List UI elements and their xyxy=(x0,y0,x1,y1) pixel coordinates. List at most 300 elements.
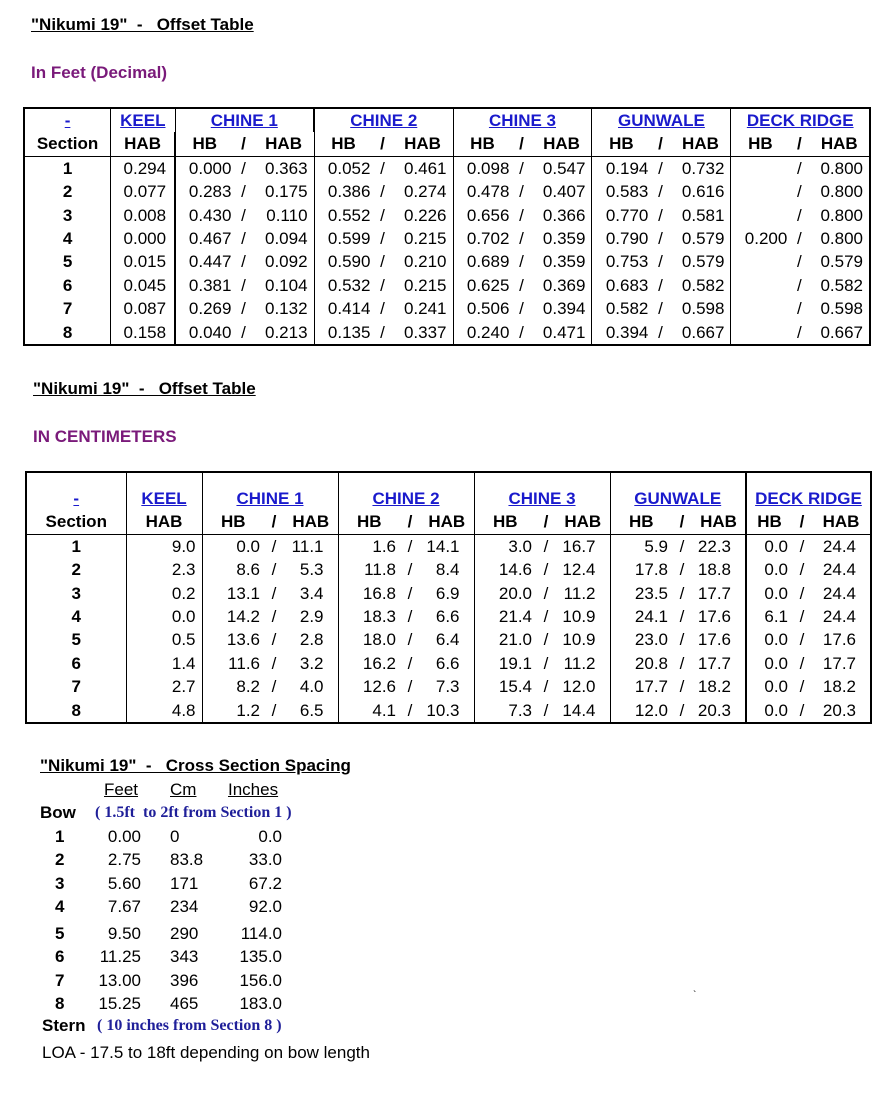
keel-hab-value: 0.015 xyxy=(111,250,175,273)
spacing-section-number: 7 xyxy=(55,971,65,990)
spacing-inches-value: 183.0 xyxy=(239,994,282,1013)
group-header-keel[interactable]: KEEL xyxy=(126,472,202,510)
spacing-inches-value: 67.2 xyxy=(248,874,282,893)
spacing-feet-value: 9.50 xyxy=(107,924,141,943)
c3-hab-value: 11.2 xyxy=(563,653,596,673)
gw-hb-value: 20.8 xyxy=(610,652,672,675)
separator: / xyxy=(543,677,549,697)
spacing-feet-value: 15.25 xyxy=(98,994,141,1013)
c2-hb-value: 0.386 xyxy=(314,180,372,203)
gw-hab-value: 17.7 xyxy=(697,583,731,603)
gw-hb-value: 0.770 xyxy=(592,204,650,227)
keel-hab-value: 0.5 xyxy=(126,628,202,651)
c1-hb-value: 13.1 xyxy=(202,582,264,605)
dr-hb-value: 0.0 xyxy=(746,675,792,698)
c1-hb-value: 0.000 xyxy=(175,156,233,180)
spacing-cm-value: 83.8 xyxy=(170,850,204,869)
gw-hb-value: 23.0 xyxy=(610,628,672,651)
c3-hb-value: 0.098 xyxy=(453,156,511,180)
keel-hab-value: 0.000 xyxy=(111,227,175,250)
separator: / xyxy=(658,182,663,202)
spacing-title: "Nikumi 19" - Cross Section Spacing xyxy=(40,756,351,775)
separator: / xyxy=(264,510,284,534)
c1-hab-value: 5.3 xyxy=(299,560,324,580)
separator: / xyxy=(380,275,385,295)
dr-hab-value: 17.6 xyxy=(822,630,856,650)
section-number: 3 xyxy=(62,205,73,225)
section-number: 4 xyxy=(71,607,81,627)
keel-hab-value: 0.158 xyxy=(111,321,175,345)
spacing-section-number: 1 xyxy=(55,827,65,846)
spacing-feet-value: 7.67 xyxy=(107,897,141,916)
c3-hab-value: 0.471 xyxy=(542,322,586,342)
table-row xyxy=(24,250,870,273)
c3-hab-value: 0.407 xyxy=(542,182,586,202)
gw-hb-value: 24.1 xyxy=(610,605,672,628)
separator: / xyxy=(407,700,413,720)
separator: / xyxy=(271,607,277,627)
dr-hb-value: 0.0 xyxy=(746,558,792,581)
gw-hb-value: 0.753 xyxy=(592,250,650,273)
dr-hb-value xyxy=(731,156,789,180)
dr-hb-value xyxy=(731,274,789,297)
gw-hb-value: 0.194 xyxy=(592,156,650,180)
hb-header: HB xyxy=(338,510,400,534)
gw-hab-value: 0.598 xyxy=(681,299,725,319)
separator: / xyxy=(799,700,805,720)
separator: / xyxy=(799,560,805,580)
c2-hab-value: 0.215 xyxy=(403,275,447,295)
hab-header: HAB xyxy=(556,510,610,534)
stern-label: Stern xyxy=(42,1016,86,1035)
c2-hb-value: 11.8 xyxy=(338,558,400,581)
spacing-section-number: 8 xyxy=(55,994,65,1013)
spacing-inches-value: 114.0 xyxy=(240,924,282,943)
dr-hab-value: 18.2 xyxy=(822,677,856,697)
hb-header: HB xyxy=(731,132,789,156)
separator: / xyxy=(380,229,385,249)
gw-hb-value: 5.9 xyxy=(610,534,672,558)
keel-hab-value: 9.0 xyxy=(126,534,202,558)
c3-hab-value: 16.7 xyxy=(562,536,596,556)
separator: / xyxy=(380,299,385,319)
hb-header: HB xyxy=(453,132,511,156)
spacing-inches-value: 156.0 xyxy=(239,971,282,990)
spacing-feet-value: 5.60 xyxy=(107,874,141,893)
dr-hab-value: 0.800 xyxy=(820,205,863,225)
table-row xyxy=(26,628,871,651)
separator: / xyxy=(511,132,531,156)
gw-hab-value: 0.582 xyxy=(681,275,725,295)
section-column-header: Section xyxy=(26,510,126,534)
separator: / xyxy=(407,536,413,556)
cm-table-subtitle: IN CENTIMETERS xyxy=(33,427,177,446)
hb-header: HB xyxy=(314,132,372,156)
separator: / xyxy=(679,583,685,603)
separator: / xyxy=(519,229,524,249)
c2-hb-value: 16.8 xyxy=(338,582,400,605)
hb-header: HB xyxy=(746,510,792,534)
c1-hb-value: 8.2 xyxy=(202,675,264,698)
group-header-chine-3[interactable]: CHINE 3 xyxy=(453,108,592,132)
spacing-inches-value: 0.0 xyxy=(258,827,282,846)
dr-hab-value: 0.579 xyxy=(820,252,863,272)
separator: / xyxy=(241,322,246,342)
hb-header: HB xyxy=(592,132,650,156)
separator: / xyxy=(271,700,277,720)
c3-hab-value: 0.359 xyxy=(542,229,586,249)
c2-hab-value: 6.6 xyxy=(435,607,460,627)
separator: / xyxy=(789,132,809,156)
separator: / xyxy=(519,205,524,225)
spacing-cm-value: 396 xyxy=(170,971,199,990)
spacing-col-cm: Cm xyxy=(170,780,197,799)
spacing-cm-value: 465 xyxy=(170,994,199,1013)
separator: / xyxy=(407,653,413,673)
c1-hb-value: 0.381 xyxy=(175,274,233,297)
spacing-cm-value: 290 xyxy=(170,924,199,943)
separator: / xyxy=(658,322,663,342)
spacing-cm-value: 343 xyxy=(170,947,199,966)
dr-hb-value xyxy=(731,204,789,227)
spacing-feet-value: 2.75 xyxy=(107,850,141,869)
c3-hab-value: 10.9 xyxy=(562,607,596,627)
dr-hab-value: 0.800 xyxy=(820,182,863,202)
c2-hb-value: 0.552 xyxy=(314,204,372,227)
c3-hab-value: 11.2 xyxy=(563,583,596,603)
separator: / xyxy=(797,299,802,319)
separator: / xyxy=(271,677,277,697)
separator: / xyxy=(797,252,802,272)
dr-hab-value: 0.800 xyxy=(820,158,863,178)
separator: / xyxy=(400,510,420,534)
c2-hab-value: 0.274 xyxy=(403,182,447,202)
gw-hab-value: 0.616 xyxy=(681,182,725,202)
group-header-deck-ridge[interactable]: DECK RIDGE xyxy=(746,472,871,510)
section-number: 6 xyxy=(71,653,81,673)
separator: / xyxy=(679,700,685,720)
separator: / xyxy=(372,132,392,156)
c1-hab-value: 0.213 xyxy=(264,322,308,342)
group-header-chine-3[interactable]: CHINE 3 xyxy=(474,472,610,510)
spacing-section-number: 6 xyxy=(55,947,65,966)
c2-hb-value: 1.6 xyxy=(338,534,400,558)
keel-hab-value: 1.4 xyxy=(126,652,202,675)
separator: / xyxy=(672,510,692,534)
c3-hab-value: 10.9 xyxy=(562,630,596,650)
separator: / xyxy=(797,158,802,178)
separator: / xyxy=(797,322,802,342)
separator: / xyxy=(658,229,663,249)
c1-hab-value: 0.363 xyxy=(264,158,308,178)
separator: / xyxy=(799,653,805,673)
c1-hab-value: 0.175 xyxy=(264,182,308,202)
c3-hab-value: 12.0 xyxy=(562,677,596,697)
separator: / xyxy=(797,182,802,202)
gw-hb-value: 23.5 xyxy=(610,582,672,605)
spacing-feet-value: 13.00 xyxy=(98,971,141,990)
c2-hb-value: 0.590 xyxy=(314,250,372,273)
spacing-cm-value: 0 xyxy=(170,827,180,846)
feet-offset-table xyxy=(23,107,871,346)
group-header-deck-ridge[interactable]: DECK RIDGE xyxy=(731,108,870,132)
c3-hb-value: 0.689 xyxy=(453,250,511,273)
dr-hb-value xyxy=(731,297,789,320)
c3-hb-value: 21.0 xyxy=(474,628,536,651)
c1-hb-value: 13.6 xyxy=(202,628,264,651)
section-number: 4 xyxy=(62,229,73,249)
c1-hb-value: 0.467 xyxy=(175,227,233,250)
c3-hab-value: 0.359 xyxy=(542,252,586,272)
group-header-keel[interactable]: KEEL xyxy=(111,108,175,132)
c2-hab-value: 8.4 xyxy=(435,560,460,580)
c3-hb-value: 0.240 xyxy=(453,321,511,345)
group-header-chine-2[interactable]: CHINE 2 xyxy=(314,108,453,132)
dr-hab-value: 0.667 xyxy=(820,322,863,342)
separator: / xyxy=(679,536,685,556)
separator: / xyxy=(407,607,413,627)
separator: / xyxy=(519,322,524,342)
dr-hab-value: 20.3 xyxy=(822,700,856,720)
dr-hb-value xyxy=(731,321,789,345)
hab-header: HAB xyxy=(809,132,870,156)
dr-hab-value: 24.4 xyxy=(822,607,856,627)
c1-hb-value: 0.269 xyxy=(175,297,233,320)
c1-hb-value: 0.447 xyxy=(175,250,233,273)
keel-hab-value: 0.2 xyxy=(126,582,202,605)
section-number: 8 xyxy=(62,322,73,342)
c1-hb-value: 8.6 xyxy=(202,558,264,581)
spacing-section-number: 2 xyxy=(55,850,65,869)
separator: / xyxy=(658,252,663,272)
c1-hb-value: 14.2 xyxy=(202,605,264,628)
c1-hab-value: 2.9 xyxy=(299,607,324,627)
c2-hb-value: 0.135 xyxy=(314,321,372,345)
c1-hab-value: 0.092 xyxy=(264,252,308,272)
group-header-gunwale[interactable]: GUNWALE xyxy=(592,108,731,132)
c2-hab-value: 0.215 xyxy=(403,229,447,249)
separator: / xyxy=(380,158,385,178)
separator: / xyxy=(543,607,549,627)
keel-hab-value: 4.8 xyxy=(126,699,202,723)
c1-hab-value: 2.8 xyxy=(299,630,324,650)
c2-hab-value: 7.3 xyxy=(435,677,460,697)
separator: / xyxy=(797,205,802,225)
separator: / xyxy=(241,205,246,225)
separator: / xyxy=(407,630,413,650)
dr-hb-value: 0.0 xyxy=(746,628,792,651)
c2-hab-value: 6.6 xyxy=(435,653,460,673)
separator: / xyxy=(407,677,413,697)
table-row xyxy=(24,180,870,203)
section-dash: - xyxy=(73,489,80,508)
c3-hab-value: 12.4 xyxy=(562,560,596,580)
dr-hb-value: 0.0 xyxy=(746,534,792,558)
dr-hab-value: 24.4 xyxy=(822,583,856,603)
gw-hab-value: 0.579 xyxy=(681,252,725,272)
table-row xyxy=(26,534,871,558)
c1-hab-value: 3.2 xyxy=(299,653,324,673)
section-number: 7 xyxy=(71,677,81,697)
separator: / xyxy=(519,252,524,272)
separator: / xyxy=(679,607,685,627)
gw-hab-value: 18.8 xyxy=(697,560,731,580)
feet-table-subtitle: In Feet (Decimal) xyxy=(31,63,168,82)
separator: / xyxy=(658,275,663,295)
keel-hab-value: 0.087 xyxy=(111,297,175,320)
separator: / xyxy=(241,158,246,178)
separator: / xyxy=(543,560,549,580)
c1-hab-value: 3.4 xyxy=(299,583,324,603)
feet-table-title: "Nikumi 19" - Offset Table xyxy=(31,15,254,34)
table-row xyxy=(26,675,871,698)
c1-hab-value: 0.132 xyxy=(264,299,308,319)
separator: / xyxy=(658,205,663,225)
separator: / xyxy=(519,158,524,178)
separator: / xyxy=(519,299,524,319)
spacing-cm-value: 171 xyxy=(170,874,199,893)
table-row xyxy=(24,156,870,180)
separator: / xyxy=(543,653,549,673)
c3-hb-value: 19.1 xyxy=(474,652,536,675)
table-row xyxy=(24,297,870,320)
c3-hb-value: 14.6 xyxy=(474,558,536,581)
dr-hab-value: 17.7 xyxy=(822,653,856,673)
group-header-chine-1[interactable]: CHINE 1 xyxy=(202,472,338,510)
c2-hab-value: 0.241 xyxy=(403,299,447,319)
section-number: 6 xyxy=(62,275,73,295)
c1-hab-value: 11.1 xyxy=(291,536,324,556)
keel-hab-value: 2.3 xyxy=(126,558,202,581)
c2-hb-value: 0.599 xyxy=(314,227,372,250)
dr-hb-value: 0.0 xyxy=(746,582,792,605)
c1-hb-value: 1.2 xyxy=(202,699,264,723)
separator: / xyxy=(792,510,812,534)
spacing-inches-value: 135.0 xyxy=(239,947,282,966)
dr-hab-value: 0.598 xyxy=(820,299,863,319)
c2-hab-value: 6.9 xyxy=(435,583,460,603)
c3-hb-value: 7.3 xyxy=(474,699,536,723)
c1-hab-value: 0.104 xyxy=(264,275,308,295)
hab-header: HAB xyxy=(812,510,871,534)
table-row xyxy=(26,582,871,605)
spacing-col-feet: Feet xyxy=(104,780,139,799)
spacing-feet-value: 0.00 xyxy=(107,827,141,846)
gw-hab-value: 0.667 xyxy=(681,322,725,342)
c2-hab-value: 0.461 xyxy=(403,158,447,178)
gw-hb-value: 0.583 xyxy=(592,180,650,203)
c3-hb-value: 0.625 xyxy=(453,274,511,297)
separator: / xyxy=(519,182,524,202)
spacing-feet-value: 11.25 xyxy=(99,947,141,966)
keel-hab-value: 0.294 xyxy=(111,156,175,180)
section-number: 2 xyxy=(71,560,81,580)
group-header-gunwale[interactable]: GUNWALE xyxy=(610,472,746,510)
hab-header: HAB xyxy=(393,132,453,156)
c3-hab-value: 14.4 xyxy=(562,700,596,720)
dr-hab-value: 0.800 xyxy=(820,229,863,249)
c3-hb-value: 0.702 xyxy=(453,227,511,250)
c3-hab-value: 0.366 xyxy=(542,205,586,225)
keel-hab-header: HAB xyxy=(126,510,202,534)
separator: / xyxy=(271,653,277,673)
gw-hab-value: 0.581 xyxy=(681,205,725,225)
c3-hb-value: 21.4 xyxy=(474,605,536,628)
spacing-col-inches: Inches xyxy=(228,780,279,799)
c2-hab-value: 0.210 xyxy=(403,252,447,272)
separator: / xyxy=(380,252,385,272)
separator: / xyxy=(650,132,670,156)
stern-note: ( 10 inches from Section 8 ) xyxy=(97,1017,282,1034)
separator: / xyxy=(543,700,549,720)
cm-table-title: "Nikumi 19" - Offset Table xyxy=(33,379,256,398)
separator: / xyxy=(407,560,413,580)
dr-hb-value: 6.1 xyxy=(746,605,792,628)
separator: / xyxy=(233,132,253,156)
separator: / xyxy=(241,275,246,295)
c1-hb-value: 11.6 xyxy=(202,652,264,675)
table-row xyxy=(24,321,870,345)
stray-mark: ` xyxy=(693,990,697,1001)
keel-hab-value: 0.045 xyxy=(111,274,175,297)
separator: / xyxy=(271,630,277,650)
hb-header: HB xyxy=(474,510,536,534)
c1-hb-value: 0.040 xyxy=(175,321,233,345)
gw-hb-value: 0.683 xyxy=(592,274,650,297)
keel-hab-value: 2.7 xyxy=(126,675,202,698)
gw-hab-value: 0.579 xyxy=(681,229,725,249)
hab-header: HAB xyxy=(692,510,746,534)
gw-hab-value: 17.6 xyxy=(697,607,731,627)
section-number: 5 xyxy=(71,630,81,650)
c1-hab-value: 4.0 xyxy=(299,677,324,697)
loa-text: LOA - 17.5 to 18ft depending on bow length xyxy=(42,1043,370,1062)
group-header-chine-1[interactable]: CHINE 1 xyxy=(175,108,314,132)
dr-hab-value: 24.4 xyxy=(822,560,856,580)
c3-hab-value: 0.369 xyxy=(542,275,586,295)
separator: / xyxy=(380,205,385,225)
spacing-inches-value: 92.0 xyxy=(248,897,282,916)
section-number: 2 xyxy=(62,182,73,202)
c3-hb-value: 3.0 xyxy=(474,534,536,558)
c3-hab-value: 0.547 xyxy=(542,158,586,178)
gw-hab-value: 17.7 xyxy=(697,653,731,673)
gw-hb-value: 17.7 xyxy=(610,675,672,698)
separator: / xyxy=(658,299,663,319)
separator: / xyxy=(799,607,805,627)
separator: / xyxy=(679,677,685,697)
c3-hb-value: 15.4 xyxy=(474,675,536,698)
dr-hb-value xyxy=(731,180,789,203)
c1-hab-value: 0.094 xyxy=(264,229,308,249)
spacing-inches-value: 33.0 xyxy=(248,850,282,869)
group-header-chine-2[interactable]: CHINE 2 xyxy=(338,472,474,510)
section-number: 1 xyxy=(62,158,73,178)
separator: / xyxy=(799,583,805,603)
separator: / xyxy=(241,299,246,319)
c2-hb-value: 18.3 xyxy=(338,605,400,628)
c2-hb-value: 12.6 xyxy=(338,675,400,698)
gw-hb-value: 0.790 xyxy=(592,227,650,250)
separator: / xyxy=(271,536,277,556)
spacing-section-number: 4 xyxy=(55,897,65,916)
c3-hb-value: 0.506 xyxy=(453,297,511,320)
gw-hb-value: 0.582 xyxy=(592,297,650,320)
c2-hb-value: 18.0 xyxy=(338,628,400,651)
gw-hb-value: 17.8 xyxy=(610,558,672,581)
separator: / xyxy=(380,182,385,202)
separator: / xyxy=(407,583,413,603)
